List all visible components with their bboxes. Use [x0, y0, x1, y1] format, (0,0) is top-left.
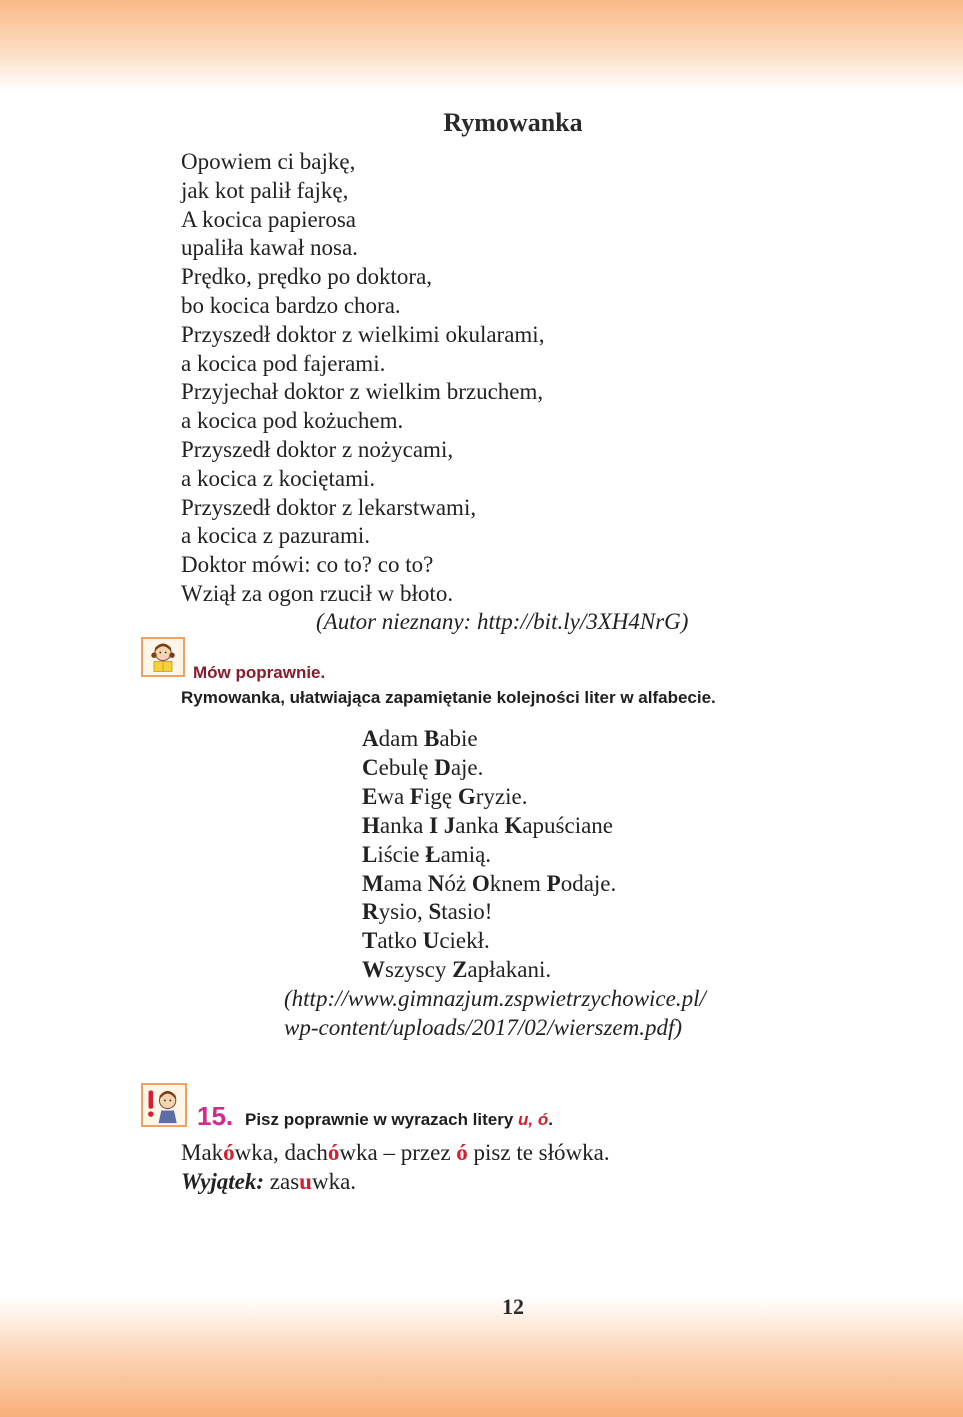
header-band — [0, 0, 963, 92]
poem — [181, 148, 544, 609]
poem-line: jak kot palił fajkę, — [181, 177, 349, 203]
alphabet-line: Adam Babie — [362, 726, 478, 751]
poem-line: Przyszedł doktor z lekarstwami, — [181, 494, 477, 520]
source-line: wp-content/uploads/2017/02/wierszem.pdf) — [284, 1015, 683, 1040]
alphabet-rhyme — [362, 725, 616, 985]
poem-line: Przyszedł doktor z nożycami, — [181, 436, 454, 462]
alphabet-line: Mama Nóż Oknem Podaje. — [362, 870, 617, 896]
alphabet-line: Tatko Uciekł. — [362, 928, 490, 954]
poem-line: Opowiem ci bajkę, — [181, 149, 356, 174]
rule-line: Makówka, dachówka – przez ó pisz te słówka. — [181, 1140, 610, 1165]
alphabet-line: Wszyscy Zapłakani. — [362, 957, 552, 983]
alphabet-line: Liście Łamią. — [362, 841, 492, 867]
poem-line: bo kocica bardzo chora. — [181, 292, 401, 318]
rule-line: Wyjątek: zasuwka. — [181, 1169, 357, 1194]
instruction-letters: u, ó — [518, 1110, 549, 1129]
poem-line: Przyszedł doktor z wielkimi okularami, — [181, 321, 545, 347]
source-line: (http://www.gimnazjum.zspwietrzychowice.pl/ — [284, 986, 706, 1011]
alphabet-line: Hanka I Janka Kapuściane — [362, 812, 614, 838]
highlight-letter: ó — [223, 1140, 235, 1165]
page-title: Rymowanka — [443, 108, 583, 137]
poem-line: a kocica z kociętami. — [181, 465, 376, 491]
highlight-letter: ó — [327, 1140, 340, 1165]
poem-line: Wziął za ogon rzucił w błoto. — [181, 580, 454, 606]
alphabet-line: Rysio, Stasio! — [362, 899, 493, 925]
highlight-letter: u — [299, 1169, 312, 1194]
alphabet-line: Ewa Figę Gryzie. — [362, 783, 528, 809]
poem-line: upaliła kawał nosa. — [181, 235, 358, 261]
alphabet-line: Cebulę Daje. — [362, 754, 484, 780]
poem-line: Doktor mówi: co to? co to? — [181, 552, 434, 578]
exclamation-girl-icon — [141, 1083, 187, 1127]
poem-author: (Autor nieznany: http://bit.ly/3XH4NrG) — [316, 609, 689, 634]
instruction-end: . — [548, 1110, 553, 1129]
exercise-instruction — [245, 1110, 553, 1130]
poem-line: a kocica z pazurami. — [181, 523, 370, 549]
poem-line: Prędko, prędko po doktora, — [181, 264, 433, 290]
poem-line: a kocica pod kożuchem. — [181, 408, 404, 434]
hint-text: Rymowanka, ułatwiająca zapamiętanie kolejności liter w alfabecie. — [181, 688, 716, 707]
exercise-number: 15. — [197, 1101, 234, 1131]
poem-line: Przyjechał doktor z wielkim brzuchem, — [181, 379, 544, 405]
instruction-text: Pisz poprawnie w wyrazach litery — [245, 1110, 519, 1129]
highlight-letter: ó — [456, 1140, 468, 1165]
alphabet-source — [284, 984, 706, 1042]
reading-girl-icon — [141, 637, 185, 677]
hint-title: Mów poprawnie. — [193, 663, 326, 682]
page-number: 12 — [502, 1294, 524, 1319]
spelling-rule — [181, 1138, 610, 1196]
poem-line: a kocica pod fajerami. — [181, 350, 386, 376]
exception-label: Wyjątek: — [181, 1169, 265, 1194]
poem-line: A kocica papierosa — [181, 206, 356, 232]
